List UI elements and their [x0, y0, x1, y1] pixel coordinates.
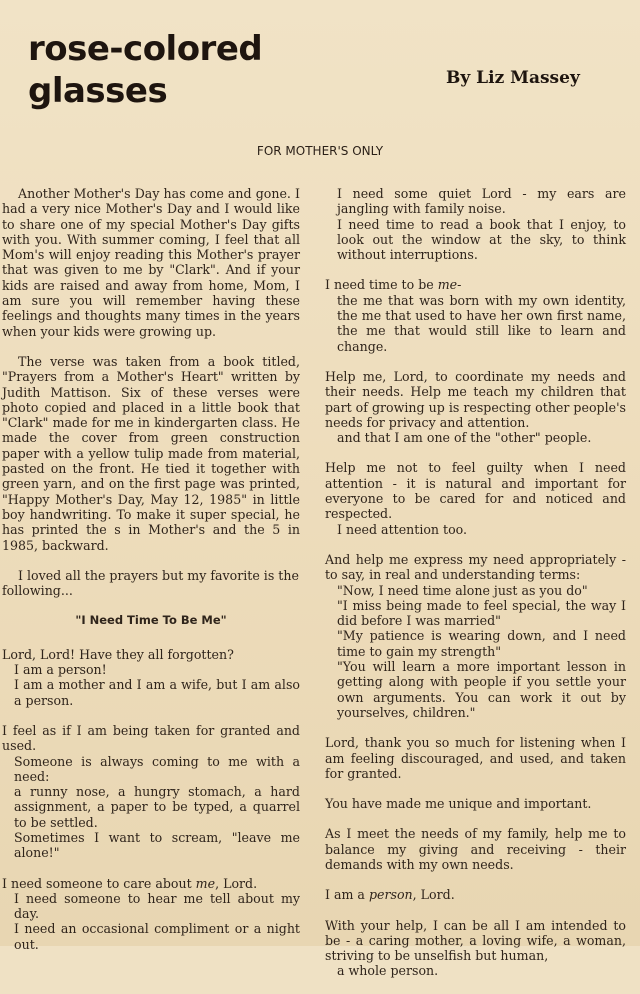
poem-stanza-1 — [2, 647, 300, 708]
poem-stanza-7 — [325, 460, 626, 536]
poem-line — [325, 277, 626, 292]
poem-line: I need an occasional compliment or a night out. — [14, 921, 300, 952]
poem-text: I need someone to care about — [2, 875, 196, 891]
poem-emphasis: person — [368, 887, 413, 903]
poem-emphasis: me — [195, 875, 216, 891]
paragraph-intro: Another Mother's Day has come and gone. I had a very nice Mother's Day and I would like to share one of my special Mother's Day gifts with you. With summer coming, I feel that all Mom's will enjoy reading this Mother's prayer that was given to me by "Clark". And if your kids are raised and away from home, Mom, I am sure you will remember having these feelings and thoughts many times in the years when your kids were growing up. — [2, 186, 300, 339]
poem-line: I am a person! — [14, 662, 107, 678]
poem-line: With your help, I can be all I am intended to be - a caring mother, a loving wife, a woman, striving to be unselfish but human, — [325, 917, 626, 964]
paragraph-verse-origin: The verse was taken from a book titled, "Prayers from a Mother's Heart" written by Judith Mattison. Six of these verses were photo copied and placed in a little book that "Clark" made for me in kindergarten class. He made the cover from green construction paper with a yellow tulip made from material, pasted on the front. He tied it together with green yarn, and on the first page was printed, "Happy Mother's Day, May 12, 1985" in little boy handwriting. To make it super special, he has printed the s in Mother's and the 5 in 1985, backward. — [2, 353, 300, 553]
poem-line: I am a mother and I am a wife, but I am also a person. — [14, 677, 300, 708]
poem-text: , Lord. — [215, 875, 258, 891]
poem-stanza-10: You have made me unique and important. — [325, 796, 592, 812]
column-title-line2: glasses — [28, 71, 168, 111]
poem-line: a whole person. — [337, 963, 439, 979]
poem-title: "I Need Time To Be Me" — [75, 613, 227, 628]
article-headline: FOR MOTHER'S ONLY — [256, 144, 384, 158]
paragraph-favorite: I loved all the prayers but my favorite is the following... — [2, 567, 299, 599]
poem-line: a runny nose, a hungry stomach, a hard assignment, a paper to be typed, a quarrel to be settled. — [14, 784, 300, 830]
poem-line: "You will learn a more important lesson in getting along with people if you settle your own arguments. You can work it out by yourselves, children." — [337, 659, 626, 720]
poem-stanza-13 — [325, 918, 626, 979]
poem-stanza-3 — [2, 876, 300, 952]
poem-line: Someone is always coming to me with a need: — [14, 753, 300, 784]
poem-line: Sometimes I want to scream, "leave me alone!" — [14, 829, 300, 861]
poem-stanza-2 — [2, 723, 300, 861]
column-title-line1: rose-colored — [28, 29, 263, 69]
poem-line: Lord, Lord! Have they all forgotten? — [2, 646, 234, 662]
poem-stanza-8 — [325, 552, 626, 720]
poem-stanza-6 — [325, 369, 626, 445]
poem-text: I need time to be — [325, 277, 438, 293]
poem-stanza-9: Lord, thank you so much for listening when I am feeling discouraged, and used, and taken for granted. — [325, 735, 626, 781]
column-title — [28, 28, 262, 112]
poem-stanza-5 — [325, 277, 626, 353]
poem-text: I am a — [325, 887, 369, 903]
poem-line: Help me not to feel guilty when I need attention - it is natural and important for everyone to be cared for and noticed and respected. — [325, 460, 626, 522]
poem-line: And help me express my need appropriately -to say, in real and understanding terms: — [325, 551, 626, 583]
right-column — [325, 186, 626, 994]
poem-stanza-11: As I meet the needs of my family, help me to balance my giving and receiving - their demands with my own needs. — [325, 826, 626, 872]
poem-line: "Now, I need time alone just as you do" — [337, 582, 588, 598]
poem-stanza-12 — [325, 887, 626, 902]
poem-line: "My patience is wearing down, and I need time to gain my strength" — [337, 628, 626, 659]
poem-emphasis: me — [437, 277, 458, 293]
byline: By Liz Massey — [446, 68, 580, 88]
poem-line: I need some quiet Lord - my ears are jangling with family noise. — [337, 186, 626, 217]
poem-text: - — [457, 277, 462, 293]
poem-line: Help me, Lord, to coordinate my needs and their needs. Help me teach my children that part of growing up is respecting other people's needs for privacy and attention. — [325, 368, 626, 430]
poem-line: and that I am one of the "other" people. — [337, 430, 592, 446]
poem-line: I need someone to hear me tell about my day. — [14, 890, 300, 922]
poem-line: I need attention too. — [337, 521, 468, 537]
poem-line: "I miss being made to feel special, the way I did before I was married" — [337, 597, 626, 629]
left-column — [2, 186, 300, 967]
poem-line: I feel as if I am being taken for granted and used. — [2, 722, 300, 754]
poem-line: the me that was born with my own identity, the me that used to have her own first name, the me that would still like to learn and change. — [337, 292, 626, 354]
poem-line — [2, 876, 300, 891]
poem-line: I need time to read a book that I enjoy, to look out the window at the sky, to think without interruptions. — [337, 216, 626, 263]
poem-text: , Lord. — [412, 887, 455, 903]
poem-stanza-4 — [325, 186, 626, 262]
